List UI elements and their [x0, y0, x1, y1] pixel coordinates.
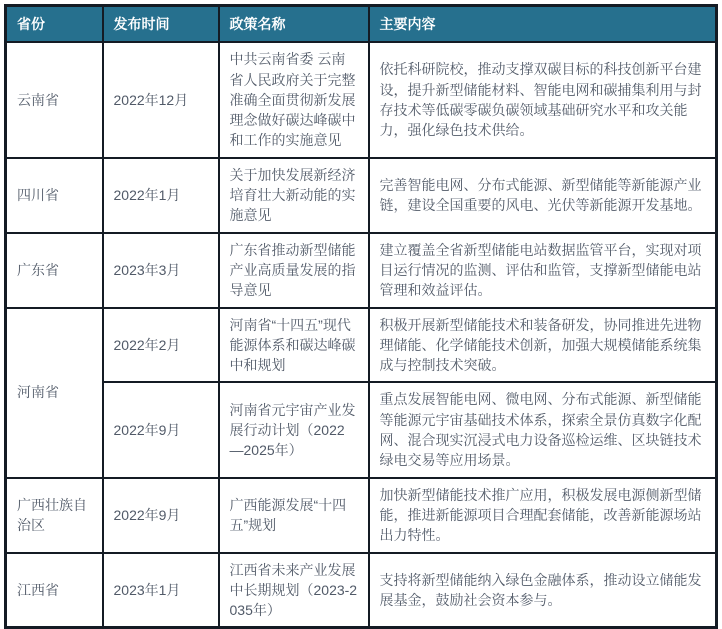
column-header-policy: 政策名称: [219, 6, 369, 43]
province-cell: 广西壮族自治区: [6, 478, 103, 553]
column-header-content: 主要内容: [369, 6, 717, 43]
table-row: [6, 553, 717, 628]
date-cell: 2022年1月: [103, 158, 219, 233]
content-cell: 建立覆盖全省新型储能电站数据监管平台，实现对项目运行情况的监测、评估和监管，支撑新型储能电站管理和效益评估。: [369, 233, 717, 308]
date-cell: 2022年12月: [103, 42, 219, 157]
policy-cell: 广西能源发展“十四五”规划: [219, 478, 369, 553]
header-row: [6, 6, 717, 43]
date-cell: 2023年1月: [103, 553, 219, 628]
province-cell-merged: 河南省: [6, 308, 103, 478]
policy-cell: 河南省元宇宙产业发展行动计划（2022—2025年）: [219, 382, 369, 477]
table-row: [6, 382, 717, 477]
table-row: [6, 233, 717, 308]
content-cell: 重点发展智能电网、微电网、分布式能源、新型储能等能源元宇宙基础技术体系，探索全景仿真数字化配网、混合现实沉浸式电力设备巡检运维、区块链技术绿电交易等应用场景。: [369, 382, 717, 477]
province-cell: 四川省: [6, 158, 103, 233]
date-cell: 2022年2月: [103, 308, 219, 383]
content-cell: 支持将新型储能纳入绿色金融体系，推动设立储能发展基金，鼓励社会资本参与。: [369, 553, 717, 628]
province-cell: 江西省: [6, 553, 103, 628]
table-row: [6, 478, 717, 553]
policy-cell: 广东省推动新型储能产业高质量发展的指导意见: [219, 233, 369, 308]
date-cell: 2023年3月: [103, 233, 219, 308]
column-header-date: 发布时间: [103, 6, 219, 43]
policy-cell: 江西省未来产业发展中长期规划（2023-2035年）: [219, 553, 369, 628]
content-cell: 完善智能电网、分布式能源、新型储能等新能源产业链，建设全国重要的风电、光伏等新能源开发基地。: [369, 158, 717, 233]
date-cell: 2022年9月: [103, 478, 219, 553]
province-cell: 广东省: [6, 233, 103, 308]
table-row: [6, 158, 717, 233]
province-cell: 云南省: [6, 42, 103, 157]
policy-cell: 关于加快发展新经济培育壮大新动能的实施意见: [219, 158, 369, 233]
table-row: [6, 42, 717, 157]
column-header-province: 省份: [6, 6, 103, 43]
date-cell: 2022年9月: [103, 382, 219, 477]
policy-table: [4, 4, 718, 629]
content-cell: 依托科研院校，推动支撑双碳目标的科技创新平台建设，提升新型储能材料、智能电网和碳捕集利用与封存技术等低碳零碳负碳领域基础研究水平和攻关能力，强化绿色技术供给。: [369, 42, 717, 157]
table-row: [6, 308, 717, 383]
content-cell: 加快新型储能技术推广应用，积极发展电源侧新型储能，推进新能源项目合理配套储能，改善新能源场站出力特性。: [369, 478, 717, 553]
content-cell: 积极开展新型储能技术和装备研发，协同推进先进物理储能、化学储能技术创新，加强大规模储能系统集成与控制技术突破。: [369, 308, 717, 383]
policy-cell: 中共云南省委 云南省人民政府关于完整准确全面贯彻新发展理念做好碳达峰碳中和工作的实施意见: [219, 42, 369, 157]
policy-cell: 河南省“十四五”现代能源体系和碳达峰碳中和规划: [219, 308, 369, 383]
